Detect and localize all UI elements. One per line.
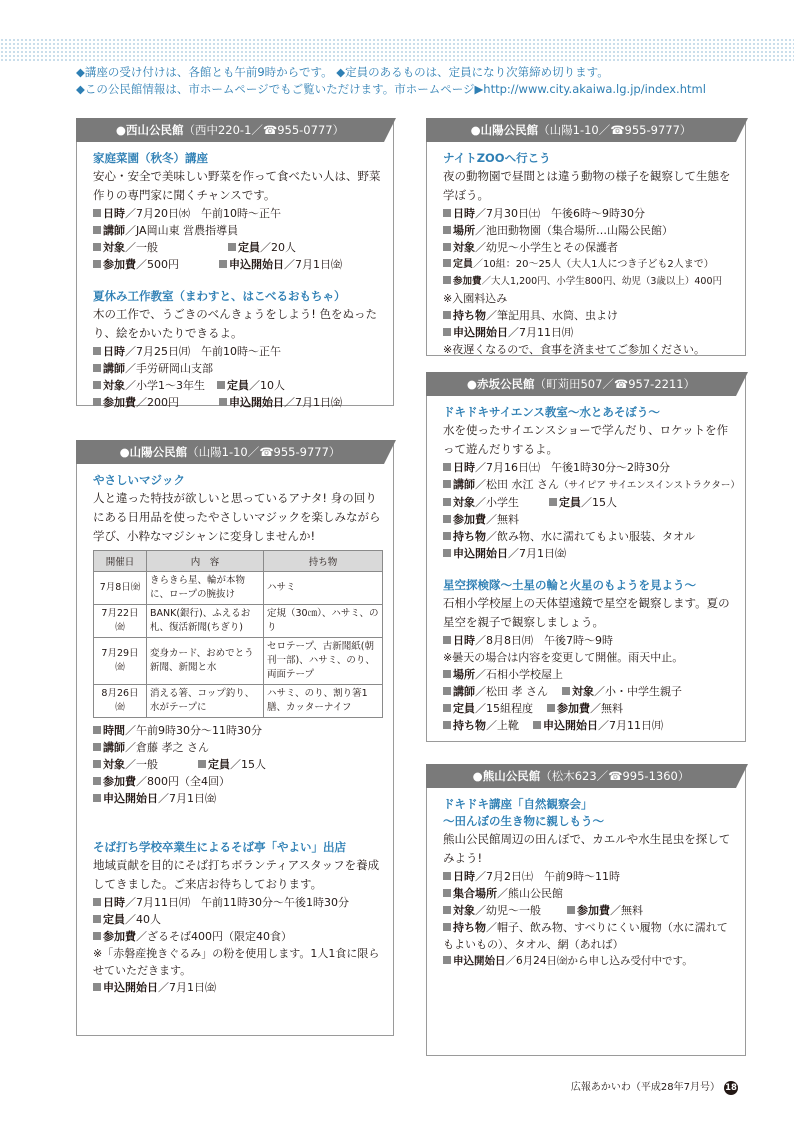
event-description: 人と違った特技が欲しいと思っているアナタ! 身の回りにある日用品を使ったやさしいマジックを楽しみながら学び、小粋なマジシャンに変身しませんか!: [93, 491, 381, 543]
event-description: 水を使ったサイエンスショーで学んだり、ロケットを作って遊んだりするよ。: [443, 423, 729, 456]
field-value: ／小・中学生親子: [594, 685, 682, 698]
event-description: 木の工作で、うごきのべんきょうをしよう! 色をぬったり、絵をかいたりできるよ。: [93, 307, 378, 340]
field-value: ／無料: [610, 904, 643, 917]
bullet-square-icon: [443, 704, 451, 712]
info-line: [443, 324, 737, 341]
event-title: ドキドキ講座「自然観察会」: [443, 797, 593, 811]
hall-name: ●熊山公民館: [472, 769, 541, 783]
info-line: [443, 511, 737, 528]
field-label: 申込開始日: [543, 719, 598, 732]
field-label: 対象: [453, 496, 475, 509]
info-line: [93, 911, 385, 928]
field-value: ／倉藤 孝之 さん: [125, 741, 209, 754]
schedule-table: [93, 550, 383, 718]
event-title: やさしいマジック: [93, 473, 185, 487]
field-value: ／無料: [486, 513, 519, 526]
notice-line-1: ◆講座の受け付けは、各館とも午前9時からです。 ◆定員のあるものは、定員になり次第締め切ります。: [76, 65, 609, 79]
event-description: 熊山公民館周辺の田んぼで、カエルや水生昆虫を探してみよう!: [443, 832, 731, 865]
header-dot-band: [0, 38, 794, 62]
field-label: 定員: [453, 702, 475, 715]
info-line: [93, 773, 385, 790]
field-label: 日時: [453, 461, 475, 474]
event-note: ※「赤磐産挽きぐるみ」の粉を使用します。1人1食に限らせていただきます。: [93, 947, 380, 977]
field-label: 講師: [453, 478, 475, 491]
info-line: [93, 722, 385, 739]
info-line: [443, 273, 737, 290]
bullet-square-icon: [198, 760, 206, 768]
bullet-square-icon: [219, 398, 227, 406]
field-value: ／午前9時30分～11時30分: [125, 724, 262, 737]
info-line: [443, 476, 740, 494]
info-line: [93, 222, 385, 239]
field-label: 参加費: [453, 513, 486, 526]
field-value: ／ざるそば400円（限定40食）: [136, 930, 292, 943]
field-label: 定員: [453, 259, 473, 270]
bullet-square-icon: [217, 381, 225, 389]
field-label: 対象: [103, 379, 125, 392]
field-value: ／15人: [230, 758, 266, 771]
hall-contact: （山陽1-10／☎955-9777）: [538, 123, 692, 137]
info-line: [93, 205, 385, 222]
column-header: 内 容: [147, 551, 264, 572]
hall-name: ●山陽公民館: [119, 445, 188, 459]
info-line: [93, 256, 385, 273]
field-label: 場所: [453, 668, 475, 681]
field-label: 対象: [572, 685, 594, 698]
hall-name: ●西山公民館: [115, 123, 184, 137]
bullet-square-icon: [547, 704, 555, 712]
field-value: ／無料: [590, 702, 623, 715]
field-label: 講師: [103, 224, 125, 237]
field-value: セロテープ、古新聞紙(朝刊一部)、ハサミ、のり、両面テープ: [264, 638, 383, 685]
field-value: ／40人: [125, 913, 161, 926]
bullet-square-icon: [219, 260, 227, 268]
field-value: ／7月1日㈮: [158, 792, 216, 805]
field-value: ／200円: [136, 396, 179, 409]
field-value: ／7月1日㈮: [284, 396, 342, 409]
field-label: 定員: [227, 379, 249, 392]
field-label: 参加費: [103, 930, 136, 943]
field-label: 申込開始日: [453, 547, 508, 560]
section-header: [76, 118, 384, 142]
field-value: ／7月1日㈮: [508, 547, 566, 560]
info-line: [443, 256, 737, 273]
field-value: ／7月1日㈮: [284, 258, 342, 271]
field-label: 日時: [453, 207, 475, 220]
info-line: [443, 885, 737, 902]
bullet-square-icon: [443, 889, 451, 897]
section-header: [426, 118, 736, 142]
bullet-square-icon: [228, 243, 236, 251]
event-title: 星空探検隊～土星の輪と火星のもようを見よう～: [443, 578, 696, 592]
bullet-square-icon: [93, 983, 101, 991]
bullet-square-icon: [93, 932, 101, 940]
field-label: 日時: [103, 896, 125, 909]
hall-contact: （山陽1-10／☎955-9777）: [187, 445, 341, 459]
bullet-square-icon: [93, 398, 101, 406]
field-value: ／小学1～3年生: [125, 379, 205, 392]
field-value: ／7月1日㈮: [158, 981, 216, 994]
field-label: 対象: [453, 241, 475, 254]
field-value: ／松田 水江 さん: [475, 478, 559, 491]
field-label: 集合場所: [453, 887, 497, 900]
field-label: 申込開始日: [453, 326, 508, 339]
publication-name: 広報あかいわ（平成28年7月号）: [570, 1082, 720, 1093]
field-value: ／15人: [581, 496, 617, 509]
hall-contact: （町苅田507／☎957-2211）: [534, 377, 696, 391]
info-line: [93, 377, 385, 394]
field-label: 参加費: [103, 775, 136, 788]
sanyo-right-section: [426, 118, 746, 356]
bullet-square-icon: [93, 364, 101, 372]
info-line: [93, 343, 385, 360]
event-subtitle: ～田んぼの生き物に親しもう～: [443, 814, 604, 828]
bullet-square-icon: [443, 872, 451, 880]
field-label: 持ち物: [453, 719, 486, 732]
field-value: ／7月11日㈪: [508, 326, 573, 339]
nishiyama-section: [76, 118, 394, 409]
field-label: 申込開始日: [103, 981, 158, 994]
bullet-square-icon: [443, 636, 451, 644]
section-header: [426, 764, 736, 788]
event-title: そば打ち学校卒業生によるそば亭「やよい」出店: [93, 840, 346, 854]
field-label: 講師: [453, 685, 475, 698]
field-value: ／幼児～一般: [475, 904, 541, 917]
bullet-square-icon: [562, 687, 570, 695]
info-line: [443, 683, 737, 700]
field-value: ／手労研岡山支部: [125, 362, 213, 375]
field-value: ／7月16日㈯ 午後1時30分～2時30分: [475, 461, 670, 474]
bullet-square-icon: [443, 549, 451, 557]
field-value: ／7月2日㈯ 午前9時～11時: [475, 870, 620, 883]
info-line: [443, 459, 737, 476]
info-line: [93, 394, 385, 411]
field-value: ／松田 孝 さん: [475, 685, 548, 698]
field-label: 申込開始日: [453, 955, 506, 967]
field-value: ／800円（全4回）: [136, 775, 230, 788]
info-line: [93, 239, 385, 256]
bullet-square-icon: [443, 515, 451, 523]
bullet-square-icon: [443, 276, 451, 284]
event-note: ※曇天の場合は内容を変更して開催。雨天中止。: [443, 651, 684, 664]
field-label: 対象: [103, 241, 125, 254]
bullet-square-icon: [533, 721, 541, 729]
bullet-square-icon: [93, 915, 101, 923]
section-header: [76, 440, 384, 464]
info-line: [443, 868, 737, 885]
field-label: 参加費: [557, 702, 590, 715]
field-label: 対象: [453, 904, 475, 917]
field-value: ハサミ、のり、割り箸1膳、カッターナイフ: [264, 685, 383, 718]
field-label: 日時: [103, 207, 125, 220]
field-label: 定員: [208, 758, 230, 771]
bullet-square-icon: [443, 243, 451, 251]
info-line: [443, 307, 737, 324]
info-line: [443, 666, 737, 683]
bullet-square-icon: [443, 498, 451, 506]
event-title: 家庭菜園（秋冬）講座: [93, 151, 208, 165]
field-value: ／一般: [125, 758, 158, 771]
info-line: [443, 717, 737, 734]
info-line: [93, 894, 385, 911]
field-value: ／幼児～小学生とその保護者: [475, 241, 618, 254]
field-value: ／15組程度: [475, 702, 533, 715]
field-label: 時間: [103, 724, 125, 737]
table-row: [94, 605, 383, 638]
event-description: 安心・安全で美味しい野菜を作って食べたい人は、野菜作りの専門家に聞くチャンスです。: [93, 169, 381, 202]
field-value: ／JA岡山東 営農指導員: [125, 224, 239, 237]
event-description: 地域貢献を目的にそば打ちボランティアスタッフを養成してきました。ご来店お待ちしております。: [93, 858, 380, 891]
event-title: 夏休み工作教室（まわすと、はこべるおもちゃ）: [93, 289, 346, 303]
bullet-square-icon: [443, 687, 451, 695]
bullet-square-icon: [443, 906, 451, 914]
page-footer: [571, 1078, 738, 1095]
field-value: ／7月11日㈪ 午前11時30分～午後1時30分: [125, 896, 349, 909]
bullet-square-icon: [443, 721, 451, 729]
info-line: [443, 222, 737, 239]
hall-contact: （松木623／☎995-1360）: [540, 769, 690, 783]
field-value: 7月29日㈮: [94, 638, 147, 685]
bullet-square-icon: [549, 498, 557, 506]
hall-contact: （西中220-1／☎955-0777）: [183, 123, 345, 137]
field-value: ／7月11日㈪: [598, 719, 663, 732]
field-label: 持ち物: [453, 530, 486, 543]
bullet-square-icon: [443, 311, 451, 319]
bullet-square-icon: [443, 532, 451, 540]
field-label: 講師: [103, 362, 125, 375]
bullet-square-icon: [93, 898, 101, 906]
bullet-square-icon: [93, 726, 101, 734]
info-line: [443, 528, 737, 545]
info-line: [443, 632, 737, 649]
bullet-square-icon: [443, 480, 451, 488]
info-line: [443, 700, 737, 717]
field-value: ハサミ: [264, 572, 383, 605]
field-label: 参加費: [453, 276, 482, 287]
bullet-square-icon: [443, 463, 451, 471]
page-number: 18: [725, 1083, 737, 1093]
field-value: ／筆記用具、水筒、虫よけ: [486, 309, 618, 322]
event-description: 夜の動物園で昼間とは違う動物の様子を観察して生態を学ぼう。: [443, 169, 731, 202]
field-label: 定員: [103, 913, 125, 926]
info-line: [443, 205, 737, 222]
sanyo-left-section: [76, 440, 394, 1036]
bullet-square-icon: [443, 209, 451, 217]
field-label: 参加費: [103, 396, 136, 409]
field-label: 日時: [453, 634, 475, 647]
bullet-square-icon: [93, 260, 101, 268]
field-label: 申込開始日: [103, 792, 158, 805]
field-value: ／一般: [125, 241, 158, 254]
bullet-square-icon: [93, 347, 101, 355]
field-value: （サイピア サイエンスインストラクター）: [559, 480, 740, 491]
field-label: 参加費: [103, 258, 136, 271]
bullet-square-icon: [443, 670, 451, 678]
field-value: ／7月30日㈯ 午後6時～9時30分: [475, 207, 645, 220]
bullet-square-icon: [93, 794, 101, 802]
bullet-square-icon: [93, 777, 101, 785]
info-line: [93, 928, 385, 945]
bullet-square-icon: [443, 956, 451, 964]
table-row: [94, 685, 383, 718]
field-value: ／熊山公民館: [497, 887, 563, 900]
info-line: [443, 239, 737, 256]
info-line: [93, 979, 385, 996]
field-value: 7月22日㈮: [94, 605, 147, 638]
field-label: 日時: [103, 345, 125, 358]
bullet-square-icon: [443, 226, 451, 234]
field-value: ／6月24日㈮から申し込み受付中です。: [505, 955, 693, 967]
bullet-square-icon: [93, 743, 101, 751]
field-value: ／石相小学校屋上: [475, 668, 563, 681]
field-value: ／10組：20～25人（大人1人につき子ども2人まで）: [473, 259, 714, 270]
field-label: 申込開始日: [229, 258, 284, 271]
field-value: BANK(銀行)、ふえるお札、復活新聞(ちぎり): [147, 605, 264, 638]
info-line: [93, 790, 385, 807]
field-value: 7月8日㈮: [94, 572, 147, 605]
fee-note: ※入園料込み: [443, 292, 508, 305]
field-label: 講師: [103, 741, 125, 754]
event-title: ナイトZOOへ行こう: [443, 151, 551, 165]
table-header-row: [94, 551, 383, 572]
section-header: [426, 372, 736, 396]
field-value: 8月26日㈮: [94, 685, 147, 718]
field-value: ／小学生: [475, 496, 519, 509]
field-label: 定員: [559, 496, 581, 509]
bullet-square-icon: [567, 906, 575, 914]
event-description: 石相小学校屋上の天体望遠鏡で星空を観察します。夏の星空を親子で観察しましょう。: [443, 596, 730, 629]
bullet-square-icon: [443, 259, 451, 267]
info-line: [443, 953, 737, 970]
info-line: [93, 756, 385, 773]
field-value: ／帽子、飲み物、すべりにくい履物（水に濡れてもよいもの）、タオル、網（あれば）: [443, 921, 728, 951]
field-value: ／大人1,200円、小学生800円、幼児（3歳以上）400円: [481, 276, 723, 287]
hall-name: ●赤坂公民館: [466, 377, 535, 391]
event-note: ※夜遅くなるので、食事を済ませてご参加ください。: [443, 343, 705, 356]
hall-name: ●山陽公民館: [470, 123, 539, 137]
bullet-square-icon: [93, 243, 101, 251]
column-header: 持ち物: [264, 551, 383, 572]
field-label: 日時: [453, 870, 475, 883]
info-line: [443, 545, 737, 562]
field-label: 参加費: [577, 904, 610, 917]
field-value: ／上靴: [486, 719, 519, 732]
kumayama-section: [426, 764, 746, 1056]
field-label: 持ち物: [453, 309, 486, 322]
field-value: ／池田動物園（集合場所…山陽公民館）: [475, 224, 673, 237]
bullet-square-icon: [443, 328, 451, 336]
notice-line-2: ◆この公民館情報は、市ホームページでもご覧いただけます。市ホームページ▶http://www.city.akaiwa.lg.jp/index.html: [76, 82, 706, 96]
field-label: 申込開始日: [229, 396, 284, 409]
field-value: ／20人: [260, 241, 296, 254]
field-label: 場所: [453, 224, 475, 237]
field-label: 定員: [238, 241, 260, 254]
field-value: 定規（30㎝）、ハサミ、のり: [264, 605, 383, 638]
field-value: ／飲み物、水に濡れてもよい服装、タオル: [486, 530, 695, 543]
info-line: [443, 902, 737, 919]
field-value: きらきら星、輪が本物に、ロープの腕抜け: [147, 572, 264, 605]
field-value: ／500円: [136, 258, 179, 271]
column-header: 開催日: [94, 551, 147, 572]
field-value: ／7月20日㈬ 午前10時～正午: [125, 207, 281, 220]
field-value: ／7月25日㈪ 午前10時～正午: [125, 345, 281, 358]
bullet-square-icon: [93, 209, 101, 217]
info-line: [93, 739, 385, 756]
field-value: 変身カード、おめでとう新聞、新聞と水: [147, 638, 264, 685]
field-value: ／10人: [249, 379, 285, 392]
info-line: [93, 360, 385, 377]
field-value: ／8月8日㈪ 午後7時～9時: [475, 634, 613, 647]
info-line: [443, 494, 737, 511]
table-row: [94, 638, 383, 685]
bullet-square-icon: [93, 381, 101, 389]
field-value: 消える箸、コップ釣り、水がテープに: [147, 685, 264, 718]
field-label: 対象: [103, 758, 125, 771]
field-label: 持ち物: [453, 921, 486, 934]
bullet-square-icon: [93, 760, 101, 768]
bullet-square-icon: [93, 226, 101, 234]
table-row: [94, 572, 383, 605]
event-title: ドキドキサイエンス教室～水とあそぼう～: [443, 405, 660, 419]
akasaka-section: [426, 372, 746, 742]
bullet-square-icon: [443, 923, 451, 931]
